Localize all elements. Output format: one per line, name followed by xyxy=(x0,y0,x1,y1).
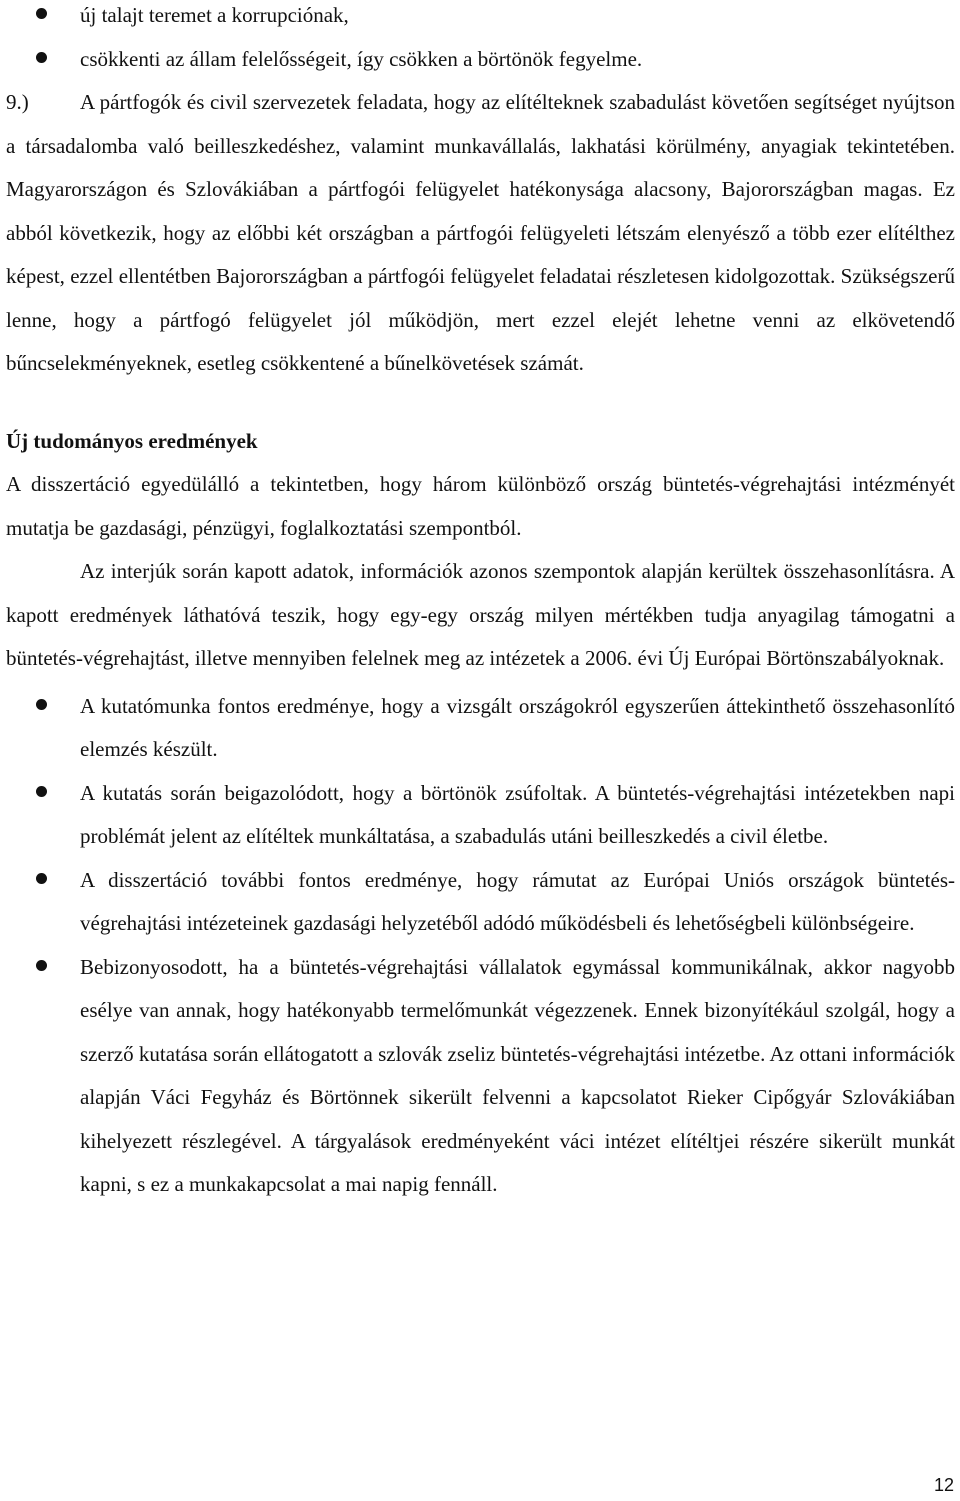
bullet-dot-icon xyxy=(36,699,47,710)
top-bullet-list xyxy=(6,0,955,81)
results-bullet-list xyxy=(6,685,955,1207)
section-heading: Új tudományos eredmények xyxy=(6,428,258,453)
bullet-text: A disszertáció további fontos eredménye, hogy rámutat az Európai Uniós országok büntetés-végrehajtási intézeteinek gazdasági helyzetéből adódó működésbeli és lehetőségbeli különbségeire. xyxy=(80,867,955,935)
bullet-dot-icon xyxy=(36,786,47,797)
bullet-item xyxy=(6,859,955,946)
section-paragraph-1: A disszertáció egyedülálló a tekintetben, hogy három különböző ország büntetés-végrehajtási intézményét mutatja be gazdasági, pénzügyi, foglalkoztatási szempontból. xyxy=(6,472,955,540)
bullet-dot-icon xyxy=(36,52,47,63)
bullet-dot-icon xyxy=(36,873,47,884)
numbered-paragraph-text: A pártfogók és civil szervezetek feladata, hogy az elítélteknek szabadulást követően segítséget nyújtson a társadalomba való beilleszkedéshez, valamint munkavállalás, lakhatási körülmény, anyagiak tekintetében. Magyarországon és Szlovákiában a pártfogói felügyelet hatékonysága alacsony, Bajorországban magas. Ez abból következik, hogy az előbbi két országban a pártfogói felügyeleti létszám elenyésző a több ezer elítélthez képest, ezzel ellentétben Bajorországban a pártfogói felügyelet feladatai részletesen kidolgozottak. Szükségszerű lenne, hogy a pártfogó felügyelet jól működjön, mert ezzel elejét lehetne venni az elkövetendő bűncselekményeknek, esetleg csökkentené a bűnelkövetések számát. xyxy=(6,90,955,375)
bullet-item xyxy=(6,772,955,859)
document-page xyxy=(6,0,955,1207)
bullet-dot-icon xyxy=(36,960,47,971)
page-number: 12 xyxy=(933,1475,954,1495)
bullet-text: új talajt teremet a korrupciónak, xyxy=(80,3,349,27)
bullet-text: A kutatómunka fontos eredménye, hogy a vizsgált országokról egyszerűen áttekinthető összehasonlító elemzés készült. xyxy=(80,693,955,761)
bullet-text: csökkenti az állam felelősségeit, így csökken a börtönök fegyelme. xyxy=(80,46,643,71)
bullet-item xyxy=(6,0,955,38)
bullet-item xyxy=(6,38,955,82)
section-paragraph-2: Az interjúk során kapott adatok, információk azonos szempontok alapján kerültek összehasonlításra. A kapott eredmények láthatóvá teszik, hogy egy-egy ország milyen mértékben tudja anyagilag támogatni a büntetés-végrehajtást, illetve mennyiben felelnek meg az intézetek a 2006. évi Új Európai Börtönszabályoknak. xyxy=(6,559,955,670)
numbered-paragraph xyxy=(6,81,955,386)
bullet-text: A kutatás során beigazolódott, hogy a börtönök zsúfoltak. A büntetés-végrehajtási intézetekben napi problémát jelent az elítéltek munkáltatása, a szabadulás utáni beilleszkedés a civil életbe. xyxy=(80,780,955,848)
bullet-item xyxy=(6,685,955,772)
bullet-dot-icon xyxy=(36,8,47,19)
bullet-item xyxy=(6,946,955,1207)
bullet-text: Bebizonyosodott, ha a büntetés-végrehajtási vállalatok egymással kommunikálnak, akkor nagyobb esélye van annak, hogy hatékonyabb termelőmunkát végezzenek. Ennek bizonyítékául szolgál, hogy a szerző kutatása során ellátogatott a szlovák zseliz büntetés-végrehajtási intézetbe. Az ottani információk alapján Váci Fegyház és Börtönnek sikerült felvenni a kapcsolatot Rieker Cipőgyár Szlovákiában kihelyezett részlegével. A tárgyalások eredményeként váci intézet elítéltjei részére sikerült munkát kapni, s ez a munkakapcsolat a mai napig fennáll. xyxy=(80,954,955,1196)
item-number: 9.) xyxy=(6,90,29,114)
